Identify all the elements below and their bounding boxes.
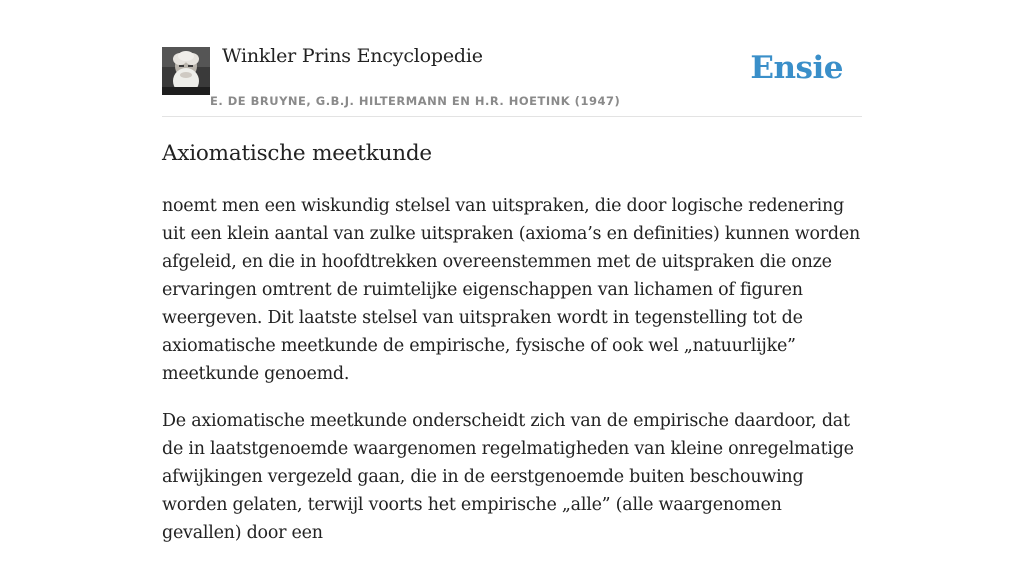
ensie-logo[interactable]: Ensie <box>750 50 843 86</box>
authors-line: E. DE BRUYNE, G.B.J. HILTERMANN EN H.R. HOETINK (1947) <box>210 94 621 108</box>
header <box>162 0 862 117</box>
author-portrait-icon <box>162 47 210 95</box>
article-body <box>162 192 862 566</box>
article-paragraph: De axiomatische meetkunde onderscheidt zich van de empirische daardoor, dat de in laatstgenoemde waargenomen regelmatigheden van kleine onregelmatige afwijkingen vergezeld gaan, die in de eerstgenoemde buiten beschouwing worden gelaten, terwijl voorts het empirische „alle” (alle waargenomen gevallen) door een <box>162 411 854 543</box>
site-title[interactable]: Winkler Prins Encyclopedie <box>222 45 483 67</box>
content-column <box>162 0 862 543</box>
article-paragraph: noemt men een wiskundig stelsel van uitspraken, die door logische redenering uit een klein aantal van zulke uitspraken (axioma’s en definities) kunnen worden afgeleid, en die in hoofdtrekken overeenstemmen met de uitspraken die onze ervaringen omtrent de ruimtelijke eigenschappen van lichamen of figuren weergeven. Dit laatste stelsel van uitspraken wordt in tegenstelling tot de axiomatische meetkunde de empirische, fysische of ook wel „natuurlijke” meetkunde genoemd. <box>162 196 860 384</box>
article-title: Axiomatische meetkunde <box>162 141 432 166</box>
